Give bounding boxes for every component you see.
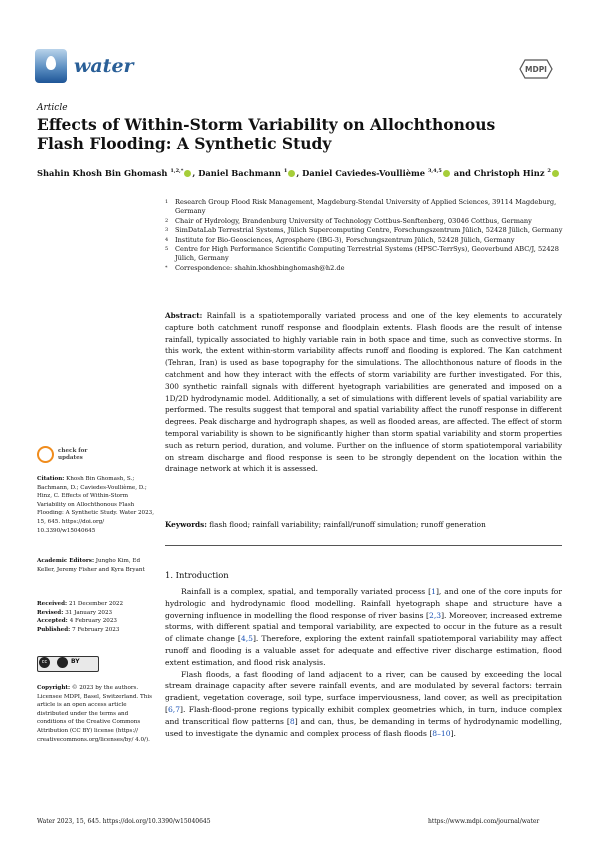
affiliation-number: 1	[165, 199, 169, 205]
academic-editors	[37, 557, 157, 574]
orcid-icon[interactable]	[443, 170, 450, 177]
article-type: Article	[37, 103, 68, 113]
affiliation-text: SimDataLab Terrestrial Systems, Jülich Supercomputing Centre, Forschungszentrum Jülich, 52428 Jülich, Germany	[175, 226, 563, 235]
editors-text: Jungho Kim, Ed Keller, Jeremy Fisher and Kyra Bryant	[37, 558, 145, 573]
water-drop-icon	[46, 56, 56, 70]
body-text: Flash floods, a fast flooding of land adjacent to a river, can be caused by exceeding the local stream drainage capacity after severe rainfall events, and are modulated by several factors: terrain gradient, vegetation coverage, soil type, surface imperviousness, land cover, as well as precipitation [	[165, 669, 562, 714]
citation-block	[37, 475, 157, 535]
check-updates-line2: updates	[58, 454, 83, 461]
citation-link[interactable]: 8–10	[432, 728, 451, 738]
date-label: Revised:	[37, 609, 66, 616]
publisher-logo	[519, 58, 553, 80]
body-text: ], and one of the core inputs for hydrologic and hydrodynamic flood modelling. Rainfall hyetograph shape and structure have a governing influence in modelling the flood response of river basins [	[165, 587, 563, 620]
author-affiliation-mark: 1,2,*	[170, 168, 184, 175]
keywords-label: Keywords:	[165, 520, 207, 529]
copyright-label: Copyright:	[37, 685, 71, 691]
author-name[interactable]: Daniel Caviedes-Voullième	[302, 168, 428, 178]
date-value: 21 December 2022	[69, 601, 124, 607]
affiliation-item	[165, 236, 565, 245]
affiliation-item	[165, 217, 565, 226]
author-affiliation-mark: 3,4,5	[427, 168, 442, 175]
orcid-icon[interactable]	[288, 170, 295, 177]
date-label: Published:	[37, 626, 73, 633]
copyright-block	[37, 684, 157, 744]
affiliation-number: 5	[165, 246, 169, 253]
citation-label: Citation:	[37, 476, 65, 482]
body-text: ] and can, thus, be demanding in terms of hydrodynamic modelling, used to investigate the dynamic and complex process of flash floods [	[165, 716, 562, 738]
affiliation-number: 2	[165, 217, 169, 224]
intro-paragraph-2	[165, 669, 562, 740]
date-value: 7 February 2023	[72, 626, 120, 633]
date-value: 4 February 2023	[69, 618, 117, 625]
orcid-icon[interactable]	[552, 170, 559, 177]
paper-title: Effects of Within-Storm Variability on Allochthonous Flash Flooding: A Synthetic Study	[37, 115, 496, 153]
date-item	[37, 600, 157, 609]
body-text: Rainfall is a complex, spatial, and temporally variated process [	[181, 587, 432, 596]
affiliation-text: Research Group Flood Risk Management, Magdeburg-Stendal University of Applied Sciences, 39114 Magdeburg, Germany	[175, 198, 557, 216]
date-value: 31 January 2023	[65, 609, 113, 616]
intro-paragraph-1	[165, 586, 562, 669]
body-text: ]. Moreover, increased extreme storms, with different spatial and temporal variability, are expected to occur in the future as a result of climate change [	[165, 610, 562, 644]
check-updates-line1: check for	[58, 448, 88, 454]
abstract-label: Abstract:	[165, 311, 203, 320]
affiliation-item	[165, 198, 565, 217]
journal-name: water	[74, 55, 134, 77]
copyright-text: © 2023 by the authors. Licensee MDPI, Basel, Switzerland. This article is an open access article distributed under the terms and conditions of the Creative Commons Attribution (CC BY) license (https:// creativecommons.org/licenses/by/ 4.0/).	[37, 685, 152, 743]
abstract-text: Rainfall is a spatiotemporally variated process and one of the key elements to accurately capture both catchment runoff response and floodplain extents. Flash floods are the result of intense rainfall, typically associated to highly variable rain in both space and time, such as convective storms. In this work, the extent within-storm variability affects runoff and flooding is explored. The Kan catchment (Tehran, Iran) is used as base topography for the simulations. The allochthonous nature of floods in the catchment and how they interact with the effects of storm variability are further investigated. For this, 300 synthetic rainfall signals with different hyetograph variabilities are generated and imposed on a 1D/2D hydrodynamic model. Additionally, a set of simulations with different levels of spatial variability are performed. The results suggest that temporal and spatial variability affect the runoff response in different degrees. Peak discharge and hydrograph shapes, as well as flooded areas, are affected. The effect of storm temporal variability is shown to be significantly higher than storm spatial variability and storm properties such as return period, duration, and volume. Further on the influence of storm spatiotemporal variability on stream discharge and flood response is seen to be strongly dependent on the location within the drainage network at which it is assessed.	[165, 311, 562, 474]
publisher-name: MDPI	[525, 65, 547, 74]
affiliation-text: Institute for Bio-Geosciences, Agrosphere (IBG-3), Forschungszentrum Jülich, 52428 Jülich, Germany	[175, 235, 515, 244]
cc-icon: cc	[39, 657, 50, 668]
author-name[interactable]: Daniel Bachmann	[198, 168, 284, 178]
check-for-updates-badge[interactable]	[37, 446, 127, 468]
license-type: BY	[71, 658, 80, 665]
affiliation-number: *	[165, 264, 168, 271]
editors-label: Academic Editors:	[37, 558, 95, 564]
publication-dates	[37, 600, 157, 634]
citation-link[interactable]: 4,5	[240, 634, 253, 644]
date-item	[37, 626, 157, 635]
attribution-icon	[57, 657, 68, 668]
author-affiliation-mark: 2	[547, 168, 551, 175]
keywords-text: flash flood; rainfall variability; rainfall/runoff simulation; runoff generation	[209, 520, 486, 529]
affiliation-number: 4	[165, 236, 169, 243]
citation-text: Khosh Bin Ghomash, S.; Bachmann, D.; Caviedes-Voullième, D.; Hinz, C. Effects of Within-Storm Variability on Allochthonous Flash Flooding: A Synthetic Study. Water 2023, 15, 645. https://doi.org/ 10.3390/w15040645	[37, 476, 155, 534]
author-name[interactable]: Christoph Hinz	[473, 168, 548, 178]
citation-link[interactable]: 6,7	[167, 704, 181, 714]
affiliation-list	[165, 198, 565, 273]
affiliation-item	[165, 226, 565, 235]
keywords	[165, 520, 562, 529]
date-item	[37, 609, 157, 618]
body-text: ]. Flash-flood-prone regions typically exhibit complex geometries which, in turn, induce complex and transcritical flow patterns [	[165, 704, 562, 726]
date-label: Received:	[37, 601, 70, 607]
author-affiliation-mark: 1	[283, 168, 288, 175]
date-label: Accepted:	[37, 618, 70, 625]
author-name[interactable]: Shahin Khosh Bin Ghomash	[37, 168, 171, 178]
cc-by-license-badge[interactable]	[37, 656, 97, 678]
author-list: Shahin Khosh Bin Ghomash $^{1,2,*}$ , Daniel Bachmann $^1$ , Daniel Caviedes-Voullième $^{3,4,5}$ and Christoph Hinz $^2$	[37, 168, 577, 178]
affiliation-item	[165, 245, 565, 264]
affiliation-number: 3	[165, 227, 169, 234]
introduction-body	[165, 586, 562, 739]
citation-link[interactable]: 1	[431, 587, 436, 596]
affiliation-item	[165, 264, 565, 273]
footer-journal-url[interactable]: https://www.mdpi.com/journal/water	[428, 818, 540, 825]
citation-link[interactable]: 2,3	[429, 610, 442, 620]
abstract	[165, 310, 562, 475]
date-item	[37, 617, 157, 626]
body-text: ].	[450, 728, 456, 738]
section-divider	[165, 545, 562, 546]
orcid-icon[interactable]	[184, 170, 191, 177]
footer-citation: Water 2023, 15, 645. https://doi.org/10.3390/w15040645	[37, 818, 211, 825]
affiliation-text: Centre for High Performance Scientific Computing Terrestrial Systems (HPSC-TerrSys), Geoverbund ABC/J, 52428 Jülich, Germany	[175, 245, 559, 263]
citation-link[interactable]: 8	[289, 716, 295, 726]
check-updates-icon	[37, 446, 54, 463]
section-heading: 1. Introduction	[165, 570, 229, 580]
affiliation-text: Correspondence: shahin.khoshbinghomash@h2.de	[175, 263, 345, 272]
affiliation-text: Chair of Hydrology, Brandenburg University of Technology Cottbus-Senftenberg, 03046 Cottbus, Germany	[175, 216, 532, 225]
body-text: ]. Therefore, exploring the extent rainfall spatiotemporal variability may affect runoff and flooding is a valuable asset for adequate and effective river discharge estimation, flood extent estimation, and flood risk analysis.	[165, 634, 562, 667]
